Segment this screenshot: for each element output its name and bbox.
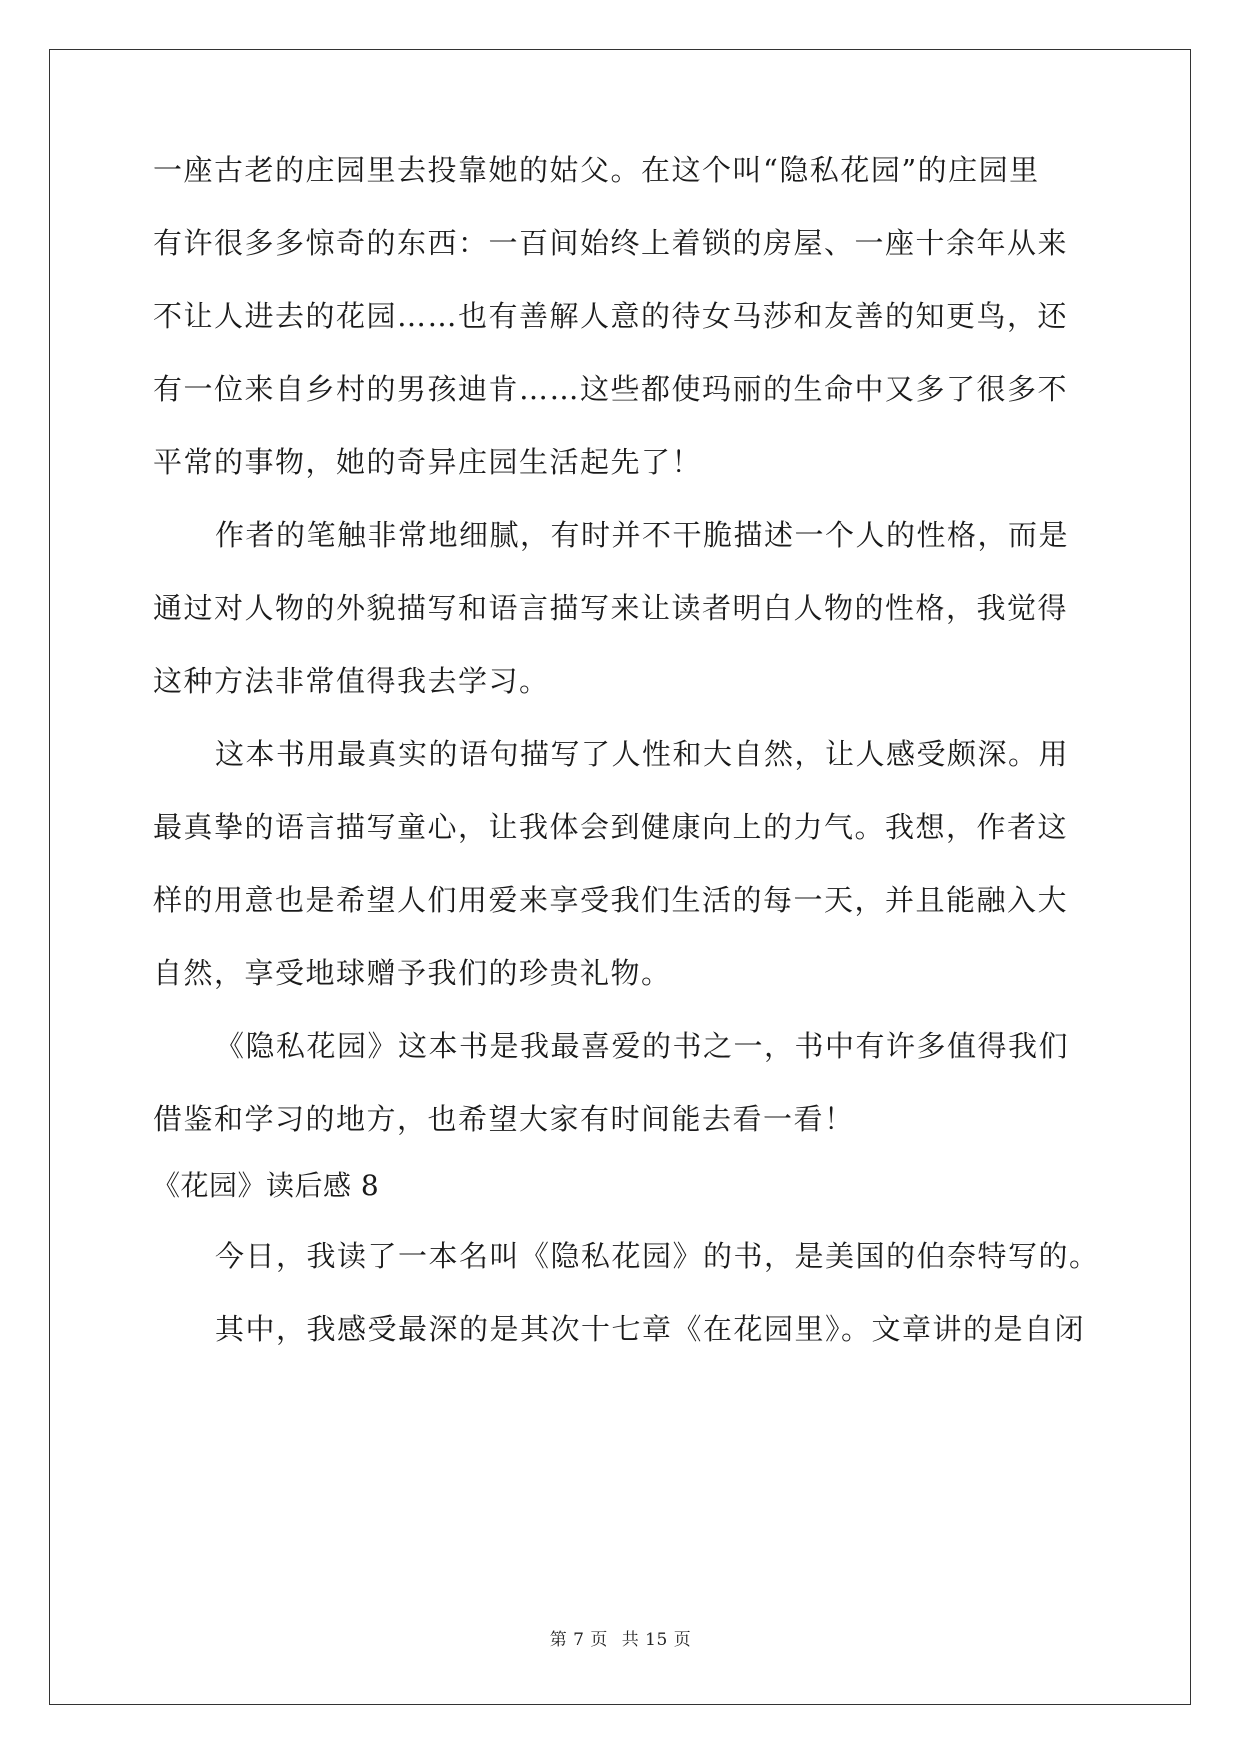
- text-line: 今日，我读了一本名叫《隐私花园》的书，是美国的伯奈特写的。: [215, 1239, 1100, 1273]
- page-total: 共 15 页: [621, 1630, 692, 1650]
- text-line: 样的用意也是希望人们用爱来享受我们生活的每一天，并且能融入大: [153, 883, 1069, 917]
- text-line: 有一位来自乡村的男孩迪肯……这些都使玛丽的生命中又多了很多不: [153, 372, 1069, 406]
- text-line: 其中，我感受最深的是其次十七章《在花园里》。文章讲的是自闭: [215, 1312, 1086, 1346]
- text-line: 自然，享受地球赠予我们的珍贵礼物。: [153, 956, 672, 990]
- section-heading: 《花园》读后感 8: [152, 1169, 380, 1202]
- text-line: 《隐私花园》这本书是我最喜爱的书之一，书中有许多值得我们: [215, 1029, 1070, 1063]
- text-line: 不让人进去的花园……也有善解人意的待女马莎和友善的知更鸟，还: [153, 299, 1069, 333]
- text-line: 借鉴和学习的地方，也希望大家有时间能去看一看！: [153, 1102, 855, 1136]
- page-footer: [0, 1625, 1241, 1650]
- text-line: 有许很多多惊奇的东西：一百间始终上着锁的房屋、一座十余年从来: [153, 226, 1069, 260]
- text-line: 平常的事物，她的奇异庄园生活起先了！: [153, 445, 703, 479]
- text-line: 这本书用最真实的语句描写了人性和大自然，让人感受颇深。用: [215, 737, 1070, 771]
- text-line: 这种方法非常值得我去学习。: [153, 664, 550, 698]
- text-line: 最真挚的语言描写童心，让我体会到健康向上的力气。我想，作者这: [153, 810, 1069, 844]
- text-line: 通过对人物的外貌描写和语言描写来让读者明白人物的性格，我觉得: [153, 591, 1069, 625]
- page-number: 第 7 页: [549, 1630, 608, 1650]
- text-line: 一座古老的庄园里去投靠她的姑父。在这个叫“隐私花园”的庄园里: [153, 153, 1040, 187]
- text-line: 作者的笔触非常地细腻，有时并不干脆描述一个人的性格，而是: [215, 518, 1070, 552]
